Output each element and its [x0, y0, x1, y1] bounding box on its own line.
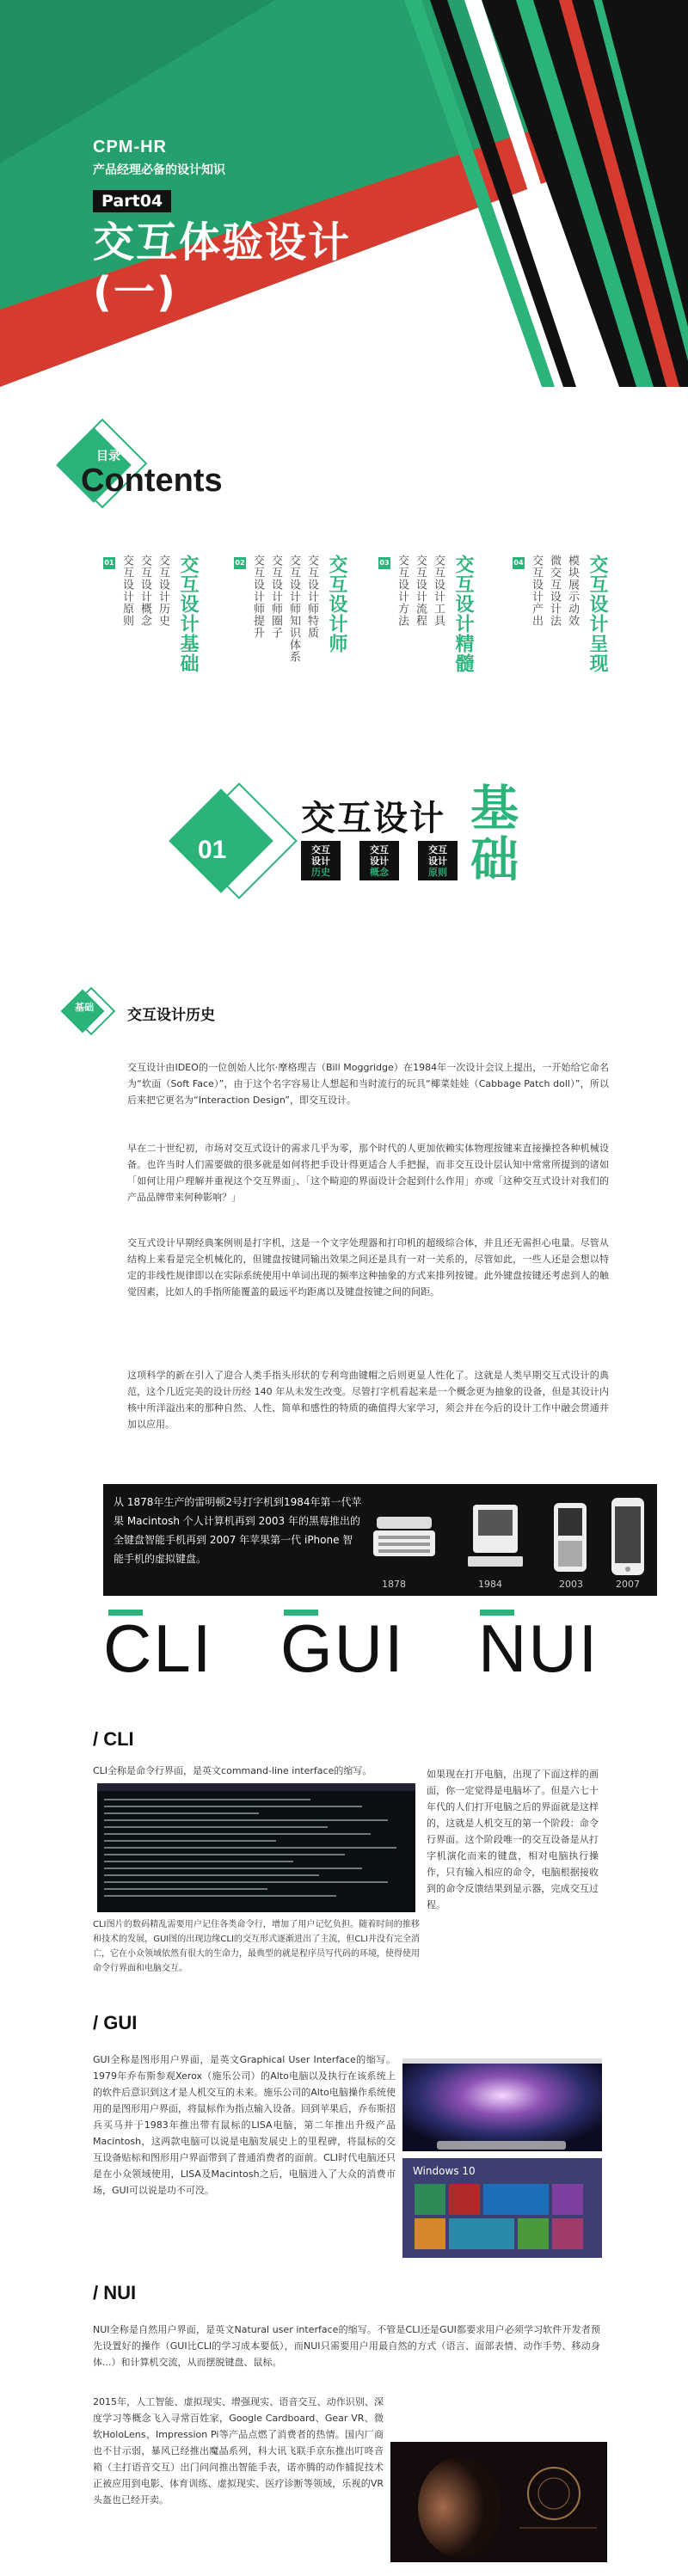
timeline-year: 1878	[382, 1579, 406, 1590]
toc-item[interactable]: 交互设计师特质	[305, 555, 318, 639]
brand-subtitle: 产品经理必备的设计知识	[93, 163, 225, 177]
tag-line: 历史	[311, 867, 330, 878]
timeline-year: 2003	[559, 1579, 583, 1590]
toc-item[interactable]: 交互设计原则	[120, 555, 133, 627]
toc-num-01: 01	[103, 557, 115, 569]
toc-item[interactable]: 交互设计方法	[396, 555, 408, 627]
toc-item[interactable]: 微交互设计法	[548, 555, 561, 627]
tag-line: 设计	[428, 856, 447, 867]
galaxy-wallpaper	[402, 2058, 602, 2151]
tag-line: 交互	[370, 844, 389, 856]
gui-text: GUI全称是图形用户界面，是英文Graphical User Interface的缩写。1979年乔布斯参观Xerox（施乐公司）的Alto电脑以及执行在该系统上的软件后意识到这才是人机交互的未来。施乐公司的Alto电脑操作系统使用的是图形用户界面，将鼠标作为指点输入设备。回到苹果后，乔布斯招兵买马并于1983年推出带有鼠标的LISA电脑，第二年推出升级产品Macintosh，这两款电脑可以说是电脑发展史上的里程碑，将鼠标的交互设备贴标和图形用户界面带到了普通消费者的面前。CLI时代电脑还只是在小众领域使用，LISA及Macintosh之后，电脑进入了大众的消费市场，GUI可以说是功不可没。	[93, 2054, 396, 2196]
windows-label: Windows 10	[413, 2165, 476, 2177]
toc-item[interactable]: 交互设计工具	[432, 555, 445, 627]
toc-heading[interactable]: 交互设计精髓	[452, 555, 474, 673]
cli-side-text: 如果现在打开电脑，出现了下面这样的画面，你一定觉得是电脑坏了。但是六七十年代的人们打开电脑之后的界面就是这样的，这就是人机交互的第一个阶段：命令行界面。这个阶段唯一的交互设备是从打字机演化而来的键盘，相对电脑执行操作，只有输入相应的命令，电脑根据接收到的命令反馈结果到显示器，完成交互过程。	[427, 1769, 599, 1911]
typewriter-icon	[370, 1510, 439, 1570]
toc-heading[interactable]: 交互设计师	[326, 555, 347, 653]
timeline-year: 2007	[616, 1579, 640, 1590]
windows-start-screen-image	[402, 2158, 602, 2258]
contents-label-cn: 目录	[96, 450, 120, 463]
section-title-big: 基础	[463, 782, 519, 886]
tag-principle[interactable]	[418, 841, 458, 880]
toc-column-02	[251, 555, 350, 663]
brand-name: CPM-HR	[93, 138, 167, 156]
toc-item[interactable]: 交互设计产出	[530, 555, 543, 627]
toc-item[interactable]: 模块展示动效	[566, 555, 579, 627]
hero-banner	[0, 0, 688, 387]
ironman-scene	[390, 2442, 607, 2562]
holographic-interface-image	[390, 2442, 607, 2562]
toc-column-03	[396, 555, 476, 673]
hero-title-line2: (一)	[93, 268, 177, 316]
toc-item[interactable]: 交互设计流程	[414, 555, 427, 627]
hero-title	[93, 218, 351, 317]
gui-heading: / GUI	[93, 2012, 138, 2033]
history-paragraph-4: 这项科学的新在引入了迎合人类手指头形状的专利弯曲键帽之后则更显人性化了。这就是人类早期交互式设计的典范，这个几近完美的设计历经 140 年从未发生改变。尽管打字机看起来是一个概念更为抽象的设备，但是其设计内核中所洋溢出来的那种自然、人性、简单和感性的特质的确值得大家学习，须会并在今后的设计工作中融会贯通并加以应用。	[127, 1370, 609, 1430]
hero-title-line1: 交互体验设计	[93, 218, 352, 267]
toc-item[interactable]: 交互设计概念	[138, 555, 151, 627]
contents-title: Contents	[81, 463, 223, 499]
toc-heading[interactable]: 交互设计基础	[177, 555, 199, 673]
tag-line: 交互	[428, 844, 447, 856]
section-title: 交互设计	[301, 799, 445, 838]
toc-num-04: 04	[513, 557, 525, 569]
cli-heading: / CLI	[93, 1728, 134, 1750]
cli-big-label: CLI	[103, 1610, 213, 1686]
macintosh-icon	[461, 1503, 530, 1572]
toc-num-03: 03	[378, 557, 390, 569]
part-badge: Part04	[93, 190, 171, 212]
tag-line: 概念	[370, 867, 389, 878]
history-heading: 交互设计历史	[127, 1007, 215, 1024]
section-number: 01	[198, 836, 227, 864]
timeline-year: 1984	[478, 1579, 502, 1590]
mac-desktop-image	[402, 2058, 602, 2151]
tag-line: 交互	[311, 844, 330, 856]
toc-item[interactable]: 交互设计师圈子	[269, 555, 282, 639]
toc-column-04	[530, 555, 611, 673]
toc-column-01	[120, 555, 201, 673]
cli-caption: CLI图片的数码精乱需要用户记住各类命令行，增加了用户记忆负担。随着时间的推移和技术的发展，GUI图的出现边缘CLI的交互形式逐渐进出了主流，但CLI并没有完全消亡，它在小众领域依然有很大的生命力，最典型的就是程序员写代码的环境，使得使用命令行界面和电脑交互。	[93, 1920, 420, 1973]
toc-num-02: 02	[234, 557, 246, 569]
history-paragraph-2: 早在二十世纪初，市场对交互式设计的需求几乎为零，那个时代的人更加依赖实体物理按键来直接操控各种机械设备。也许当时人们需要做的很多就是如何将把手设计得更适合人手把握，而非交互设计层认知中常常所提到的诸如「如何让用户理解并重视这个交互界面」、「这个畸迎的界面设计会起到什么作用」亦或「这种交互式设计对我们的产品品牌带来何种影响？」	[127, 1143, 609, 1203]
timeline-text: 从 1878年生产的雷明顿2号打字机到1984年第一代苹果 Macintosh 个人计算机再到 2003 年的黑莓推出的全键盘智能手机再到 2007 年苹果第一代 iPhone 智能手机的虚拟键盘。	[114, 1496, 362, 1565]
iphone-icon	[606, 1496, 649, 1579]
tag-concept[interactable]	[359, 841, 399, 880]
tag-history[interactable]	[301, 841, 341, 880]
device-timeline	[103, 1484, 657, 1596]
nui-heading: / NUI	[93, 2282, 137, 2303]
nui-text: 2015年，人工智能、虚拟现实、增强现实、语音交互、动作识别、深度学习等概念飞入寻常百姓家，Google Cardboard、Gear VR、微软HoloLens、Impression Pi等产品点燃了消费者的热情。国内厂商也不甘示弱，暴风已经推出魔晶系列，科大讯飞联手京东推出叮咚音箱（主打语音交互）出门问问推出智能手表，诺亦腾的动作捕捉技术正被应用到电影、体育训练、虚拟现实、医疗诊断等领域，乐视的VR头盔也已经开卖。	[93, 2396, 384, 2505]
history-badge: 基础	[75, 1002, 94, 1013]
history-paragraph-1: 交互设计由IDEO的一位创始人比尔·摩格理吉（Bill Moggridge）在1984年一次设计会议上提出，一开始给它命名为“软面（Soft Face）”，由于这个名字容易让人想起和当时流行的玩具“椰菜娃娃（Cabbage Patch doll）”，所以后来把它更名为“Interaction Design”，即交互设计。	[127, 1062, 609, 1106]
toc-item[interactable]: 交互设计师知识体系	[287, 555, 300, 663]
blackberry-icon	[549, 1500, 592, 1577]
gui-big-label: GUI	[280, 1610, 405, 1686]
tag-line: 设计	[311, 856, 330, 867]
history-paragraph-3: 交互式设计早期经典案例则是打字机，这是一个文字处理器和打印机的超级综合体，并且还无需担心电量。尽管从结构上来看是完全机械化的，但键盘按键同输出效果之间还是具有一对一关系的，尽管如此，一些人还是会想以特定的非线性规律即以在实际系统使用中单词出现的频率这种抽象的方式来排列按键。此外键盘按键还考虑到人的触觉因素，比如人的手指所能覆盖的最远平均距离以及键盘按键之间的间距。	[127, 1237, 609, 1297]
terminal-titlebar	[97, 1783, 415, 1791]
toc-item[interactable]: 交互设计师提升	[251, 555, 264, 639]
tag-line: 设计	[370, 856, 389, 867]
cli-intro: CLI全称是命令行界面，是英文command-line interface的缩写。	[93, 1765, 372, 1776]
toc-heading[interactable]: 交互设计呈现	[587, 555, 608, 673]
nui-intro: NUI全称是自然用户界面，是英文Natural user interface的缩写。不管是CLI还是GUI都要求用户必须学习软件开发者预先设置好的操作（GUI比CLI的学习成本要低），而NUI只需要用户用最自然的方式（语言、面部表情、动作手势、移动身体...）和计算机交流，从而摆脱键盘、鼠标。	[93, 2324, 600, 2368]
nui-big-label: NUI	[478, 1610, 599, 1686]
tag-line: 原则	[428, 867, 447, 878]
cli-terminal-screenshot	[97, 1783, 415, 1912]
toc-item[interactable]: 交互设计历史	[157, 555, 169, 627]
